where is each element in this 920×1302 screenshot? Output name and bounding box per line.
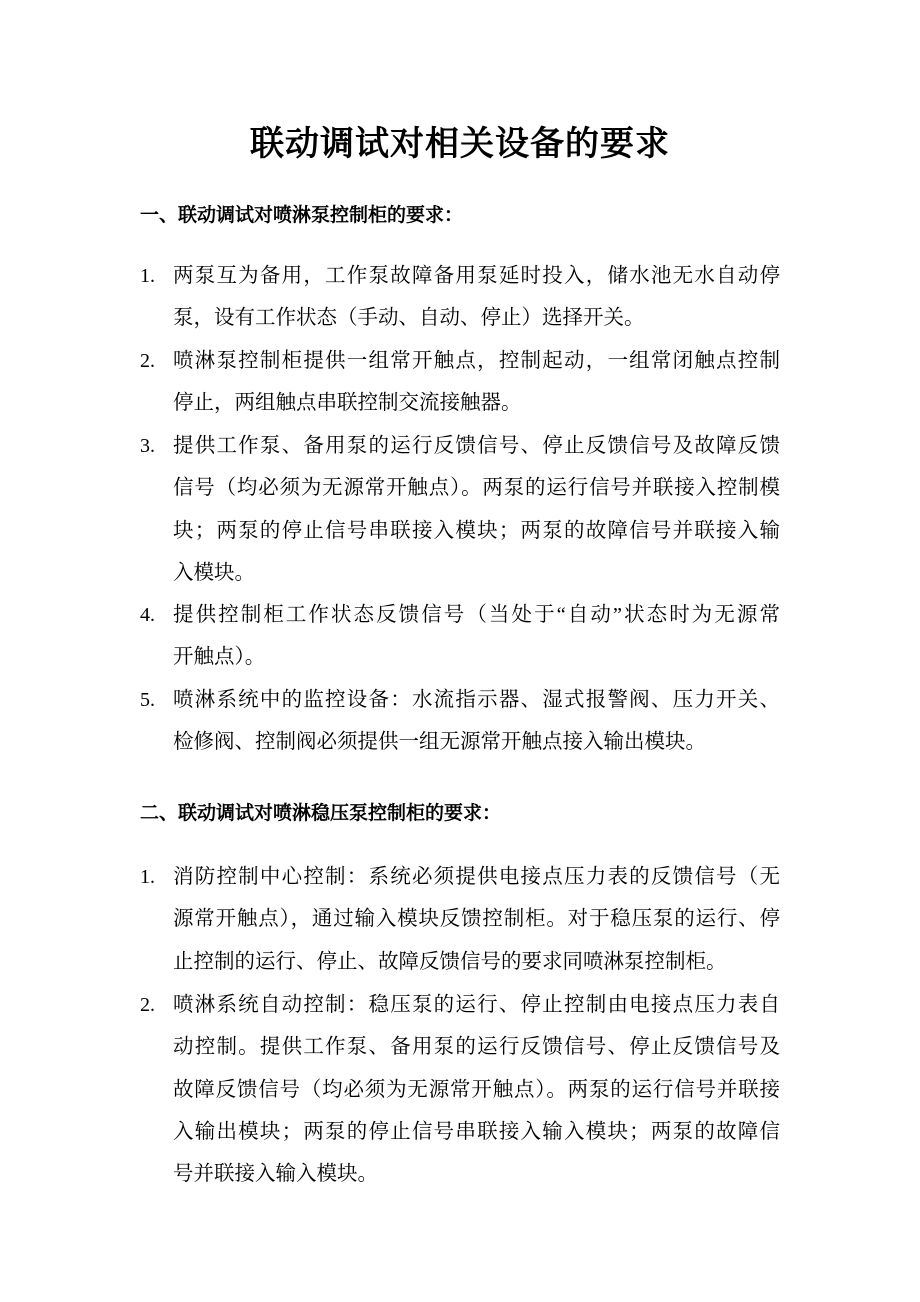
list-item-number: 1. <box>140 265 155 287</box>
text-line: 检修阀、控制阀必须提供一组无源常开触点接入输出模块。 <box>173 731 706 754</box>
text-line: 提供工作泵、备用泵的运行反馈信号、停止反馈信号及故障反馈 <box>173 435 780 457</box>
text-line: 动控制。提供工作泵、备用泵的运行反馈信号、停止反馈信号及 <box>173 1036 780 1059</box>
list-item-number: 1. <box>140 866 155 888</box>
list-item-text <box>173 679 780 764</box>
list-item-text <box>173 340 780 425</box>
text-line: 停止，两组触点串联控制交流接触器。 <box>173 392 522 415</box>
list-item-text <box>173 594 780 679</box>
text-line: 喷淋泵控制柜提供一组常开触点，控制起动，一组常闭触点控制 <box>173 350 780 372</box>
list-item-text <box>173 856 780 983</box>
list-item-number: 3. <box>140 435 155 457</box>
text-line: 入模块。 <box>173 561 255 584</box>
list-item-number: 2. <box>140 994 155 1016</box>
list-item-text <box>173 255 780 340</box>
text-line: 喷淋系统自动控制：稳压泵的运行、停止控制由电接点压力表自 <box>173 994 780 1016</box>
text-line: 故障反馈信号（均必须为无源常开触点）。两泵的运行信号并联接 <box>173 1078 780 1101</box>
list-item-number: 2. <box>140 350 155 372</box>
list-item <box>140 594 780 679</box>
list-item <box>140 679 780 764</box>
text-line: 消防控制中心控制：系统必须提供电接点压力表的反馈信号（无 <box>173 866 780 888</box>
text-line: 信号（均必须为无源常开触点）。两泵的运行信号并联接入控制模 <box>173 477 780 500</box>
list-item <box>140 425 780 594</box>
section-heading: 一、联动调试对喷淋泵控制柜的要求： <box>140 205 464 226</box>
text-line: 源常开触点），通过输入模块反馈控制柜。对于稳压泵的运行、停 <box>173 908 780 931</box>
text-line: 入输出模块；两泵的停止信号串联接入输入模块；两泵的故障信 <box>173 1120 780 1143</box>
text-line: 开触点）。 <box>173 646 266 669</box>
list-item <box>140 856 780 983</box>
text-line: 止控制的运行、停止、故障反馈信号的要求同喷淋泵控制柜。 <box>173 950 727 973</box>
list-item-number: 5. <box>140 689 155 711</box>
list-item-number: 4. <box>140 604 155 626</box>
text-line: 喷淋系统中的监控设备：水流指示器、湿式报警阀、压力开关、 <box>173 689 780 711</box>
list-item-text <box>173 425 780 594</box>
list-item <box>140 984 780 1195</box>
text-line: 提供控制柜工作状态反馈信号（当处于“自动”状态时为无源常 <box>173 604 780 626</box>
list-item <box>140 340 780 425</box>
document-title: 联动调试对相关设备的要求 <box>250 126 670 163</box>
text-line: 泵，设有工作状态（手动、自动、停止）选择开关。 <box>173 307 645 330</box>
list-item <box>140 255 780 340</box>
text-line: 号并联接入输入模块。 <box>173 1163 378 1186</box>
text-line: 两泵互为备用，工作泵故障备用泵延时投入，储水池无水自动停 <box>173 265 780 287</box>
list-item-text <box>173 984 780 1195</box>
text-line: 块；两泵的停止信号串联接入模块；两泵的故障信号并联接入输 <box>173 519 780 542</box>
section-heading: 二、联动调试对喷淋稳压泵控制柜的要求： <box>140 803 502 824</box>
